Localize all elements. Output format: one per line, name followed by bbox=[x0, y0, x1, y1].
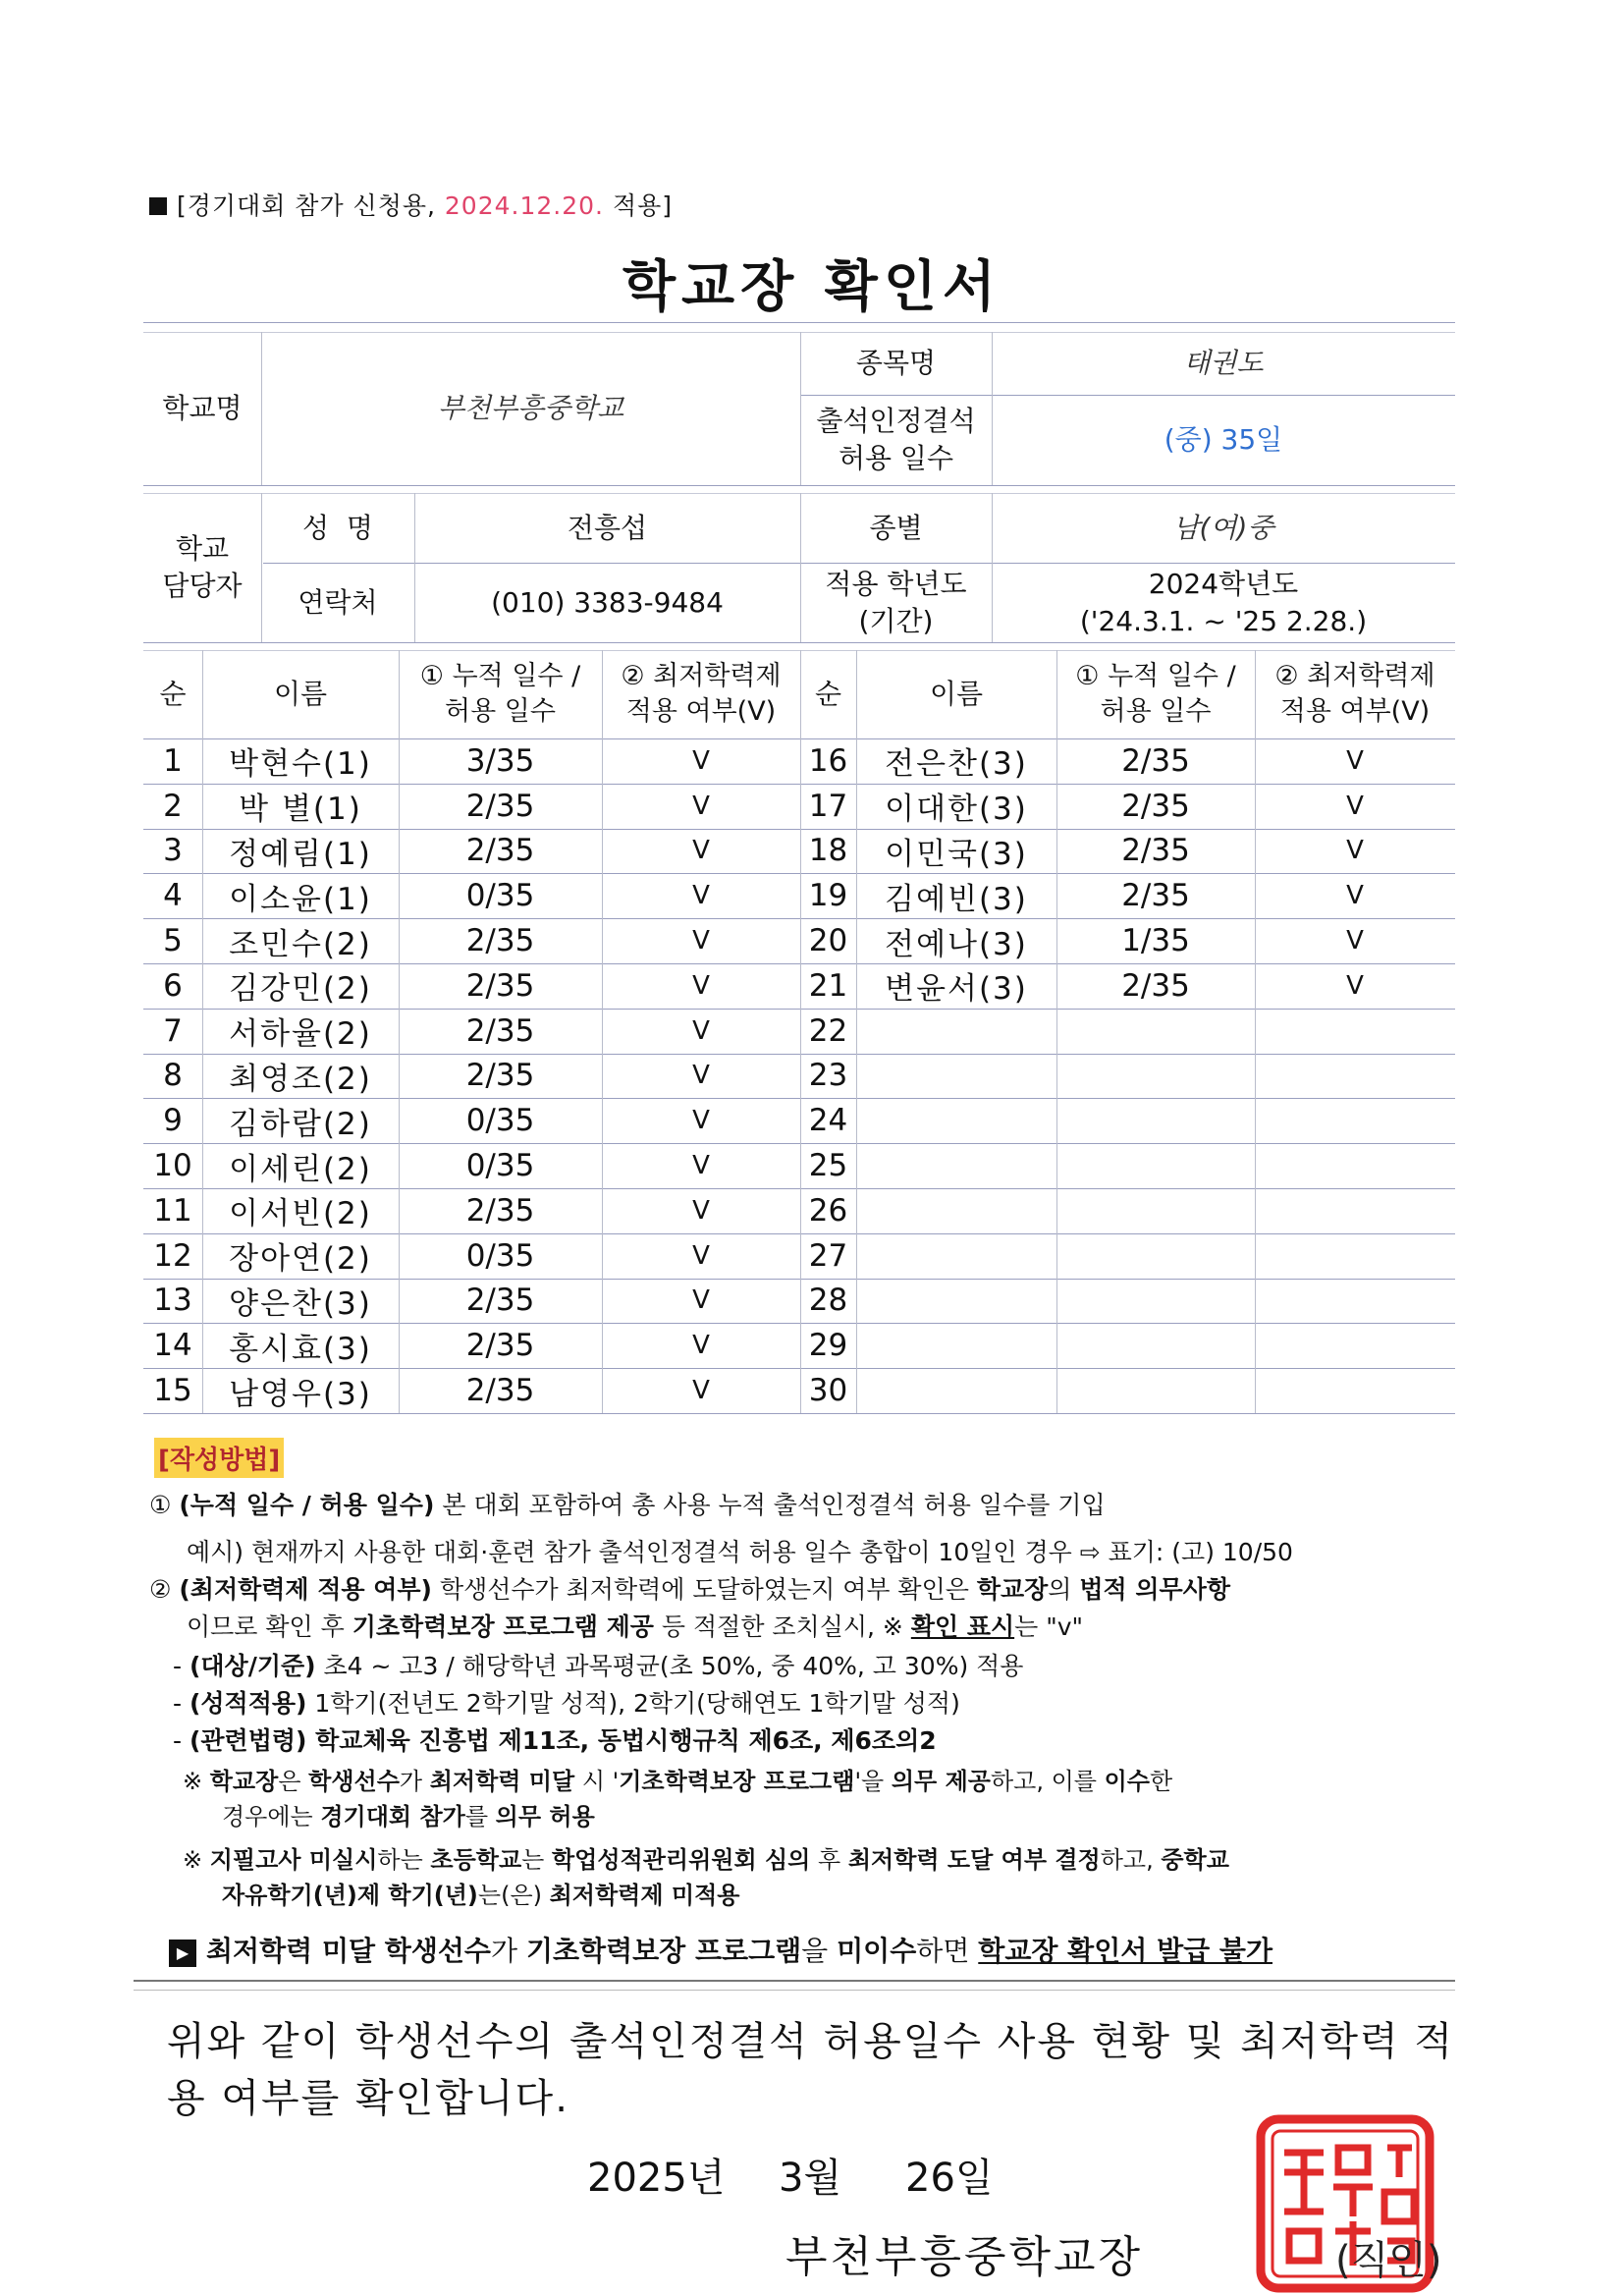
header-check-right: ② 최저학력제 적용 여부(V) bbox=[1274, 660, 1435, 727]
left-row-no: 13 bbox=[153, 1283, 192, 1319]
right-row-check: V bbox=[1346, 926, 1364, 956]
right-row-no: 25 bbox=[808, 1148, 848, 1184]
right-row-check: V bbox=[1346, 970, 1364, 1001]
sport-value: 태권도 bbox=[1183, 347, 1264, 380]
left-row-no: 6 bbox=[163, 967, 183, 1004]
right-row-no: 19 bbox=[808, 878, 848, 914]
left-row-check: V bbox=[692, 1195, 710, 1226]
year-value: 2024학년도 ('24.3.1. ~ '25 2.28.) bbox=[1079, 567, 1368, 637]
left-row-days: 2/35 bbox=[465, 967, 535, 1004]
left-row-check: V bbox=[692, 1061, 710, 1091]
gender-label: 종별 bbox=[869, 511, 923, 544]
header-note-prefix: [경기대회 참가 신청용, bbox=[177, 191, 445, 220]
right-row-name bbox=[856, 1188, 1056, 1233]
guide-line: 예시) 현재까지 사용한 대회·훈련 참가 출석인정결석 허용 일수 총합이 10일인 경우 ⇨ 표기: (고) 10/50 bbox=[187, 1538, 1293, 1566]
guide-warning: ▶ 최저학력 미달 학생선수가 기초학력보장 프로그램을 미이수하면 학교장 확인서 발급 불가 bbox=[169, 1935, 1272, 1968]
left-row-check: V bbox=[692, 1240, 710, 1271]
left-row-no: 10 bbox=[153, 1148, 192, 1184]
right-row-days bbox=[1056, 1233, 1255, 1279]
right-row-check: V bbox=[1346, 836, 1364, 866]
right-row-days: 2/35 bbox=[1121, 967, 1190, 1004]
header-no-left: 순 bbox=[159, 678, 187, 711]
left-row-no: 11 bbox=[153, 1192, 192, 1229]
left-row-days: 2/35 bbox=[465, 1283, 535, 1319]
header-name-right: 이름 bbox=[929, 678, 984, 711]
right-row-check bbox=[1255, 1233, 1455, 1279]
right-row-check bbox=[1255, 1054, 1455, 1099]
sport-label: 종목명 bbox=[855, 347, 937, 380]
header-name-left: 이름 bbox=[273, 678, 328, 711]
left-row-name: 최영조(2) bbox=[229, 1061, 372, 1097]
name-value: 전흥섭 bbox=[567, 511, 648, 544]
right-row-no: 24 bbox=[808, 1103, 848, 1139]
left-row-days: 3/35 bbox=[465, 742, 535, 779]
year-label: 적용 학년도 (기간) bbox=[825, 567, 967, 637]
left-row-check: V bbox=[692, 1015, 710, 1046]
header-note-suffix: 적용] bbox=[604, 191, 674, 220]
left-row-no: 9 bbox=[163, 1103, 183, 1139]
guide-line: - (대상/기준) 초4 ~ 고3 / 해당학년 과목평균(초 50%, 중 40%, 고 30%) 적용 bbox=[173, 1652, 1024, 1680]
right-row-no: 17 bbox=[808, 788, 848, 824]
left-row-days: 2/35 bbox=[465, 923, 535, 959]
left-row-name: 이소윤(1) bbox=[229, 881, 372, 917]
right-row-name bbox=[856, 1279, 1056, 1324]
right-row-no: 29 bbox=[808, 1328, 848, 1364]
right-row-days bbox=[1056, 1143, 1255, 1188]
header-days-right: ① 누적 일수 / 허용 일수 bbox=[1075, 660, 1236, 727]
right-row-days bbox=[1056, 1188, 1255, 1233]
right-row-no: 28 bbox=[808, 1283, 848, 1319]
right-row-check bbox=[1255, 1098, 1455, 1143]
header-days-left: ① 누적 일수 / 허용 일수 bbox=[419, 660, 581, 727]
left-row-no: 5 bbox=[163, 923, 183, 959]
right-row-check bbox=[1255, 1009, 1455, 1054]
right-row-name bbox=[856, 1233, 1056, 1279]
left-row-name: 서하율(2) bbox=[229, 1016, 372, 1053]
left-row-name: 조민수(2) bbox=[229, 926, 372, 962]
header-check-left: ② 최저학력제 적용 여부(V) bbox=[621, 660, 782, 727]
left-row-days: 2/35 bbox=[465, 788, 535, 824]
left-row-check: V bbox=[692, 1151, 710, 1181]
right-row-name: 김예빈(3) bbox=[885, 881, 1028, 917]
left-row-days: 2/35 bbox=[465, 1192, 535, 1229]
right-row-name: 전은찬(3) bbox=[885, 746, 1028, 783]
left-row-days: 0/35 bbox=[465, 1237, 535, 1274]
right-row-days bbox=[1056, 1054, 1255, 1099]
right-row-check bbox=[1255, 1323, 1455, 1368]
left-row-name: 홍시효(3) bbox=[229, 1331, 372, 1367]
right-row-name: 전예나(3) bbox=[885, 926, 1028, 962]
right-row-days: 1/35 bbox=[1121, 923, 1190, 959]
left-row-name: 박 별(1) bbox=[239, 792, 362, 828]
contact-label: 연락처 bbox=[298, 585, 378, 619]
guide-line: 이므로 확인 후 기초학력보장 프로그램 제공 등 적절한 조치실시, ※ 확인 표시는 "v" bbox=[187, 1612, 1084, 1641]
left-row-check: V bbox=[692, 1285, 710, 1316]
signer-name: 부천부흥중학교장 bbox=[785, 2232, 1144, 2282]
right-row-check: V bbox=[1346, 791, 1364, 821]
left-row-no: 14 bbox=[153, 1328, 192, 1364]
gender-value: 남(여)중 bbox=[1172, 511, 1274, 544]
left-row-name: 장아연(2) bbox=[229, 1241, 372, 1278]
school-value: 부천부흥중학교 bbox=[437, 392, 624, 425]
right-row-check bbox=[1255, 1143, 1455, 1188]
left-row-days: 2/35 bbox=[465, 1328, 535, 1364]
right-row-check bbox=[1255, 1279, 1455, 1324]
left-row-check: V bbox=[692, 881, 710, 911]
right-row-days: 2/35 bbox=[1121, 878, 1190, 914]
left-row-no: 4 bbox=[163, 878, 183, 914]
left-row-check: V bbox=[692, 791, 710, 821]
right-row-days: 2/35 bbox=[1121, 788, 1190, 824]
rule bbox=[143, 485, 1455, 486]
right-row-name bbox=[856, 1323, 1056, 1368]
date-month: 3월 bbox=[779, 2156, 842, 2201]
warning-box-icon: ▶ bbox=[169, 1940, 196, 1967]
right-row-days: 2/35 bbox=[1121, 833, 1190, 869]
guide-line: ① (누적 일수 / 허용 일수) 본 대회 포함하여 총 사용 누적 출석인정결석 허용 일수를 기입 bbox=[149, 1491, 1106, 1519]
date-day: 26일 bbox=[905, 2156, 994, 2201]
left-row-days: 2/35 bbox=[465, 1373, 535, 1409]
seal-mark-label: (직인) bbox=[1335, 2238, 1442, 2283]
left-row-check: V bbox=[692, 1376, 710, 1406]
school-label: 학교명 bbox=[162, 392, 243, 425]
right-row-check: V bbox=[1346, 745, 1364, 776]
guide-line: - (관련법령) 학교체육 진흥법 제11조, 동법시행규칙 제6조, 제6조의2 bbox=[173, 1726, 937, 1755]
left-row-days: 0/35 bbox=[465, 1103, 535, 1139]
allow-value: (중) 35일 bbox=[1164, 423, 1283, 457]
right-row-no: 18 bbox=[808, 833, 848, 869]
left-row-name: 김하람(2) bbox=[229, 1106, 372, 1142]
rule bbox=[134, 1980, 1455, 1982]
right-row-name bbox=[856, 1009, 1056, 1054]
table-top-rule bbox=[143, 322, 1455, 323]
left-row-name: 박현수(1) bbox=[229, 746, 372, 783]
left-row-name: 정예림(1) bbox=[229, 836, 372, 872]
left-row-no: 12 bbox=[153, 1237, 192, 1274]
guide-line: ② (최저학력제 적용 여부) 학생선수가 최저학력에 도달하였는지 여부 확인은 학교장의 법적 의무사항 bbox=[149, 1575, 1231, 1604]
right-row-check bbox=[1255, 1188, 1455, 1233]
left-row-check: V bbox=[692, 745, 710, 776]
right-row-no: 21 bbox=[808, 967, 848, 1004]
left-row-days: 0/35 bbox=[465, 1148, 535, 1184]
document-title: 학교장 확인서 bbox=[622, 255, 1002, 319]
guide-line: 경우에는 경기대회 참가를 의무 허용 bbox=[222, 1803, 595, 1831]
guide-line: 자유학기(년)제 학기(년)는(은) 최저학력제 미적용 bbox=[222, 1882, 740, 1909]
allow-label: 출석인정결석 허용 일수 bbox=[816, 405, 976, 474]
right-row-name: 이민국(3) bbox=[885, 836, 1028, 872]
left-row-days: 2/35 bbox=[465, 833, 535, 869]
header-note bbox=[149, 187, 673, 222]
name-label: 성 명 bbox=[302, 511, 373, 544]
left-row-no: 15 bbox=[153, 1373, 192, 1409]
right-row-no: 27 bbox=[808, 1237, 848, 1274]
right-row-no: 23 bbox=[808, 1058, 848, 1094]
guide-title: [작성방법] bbox=[154, 1438, 284, 1478]
left-row-days: 0/35 bbox=[465, 878, 535, 914]
right-row-name bbox=[856, 1143, 1056, 1188]
header-no-right: 순 bbox=[814, 678, 842, 711]
left-row-check: V bbox=[692, 970, 710, 1001]
guide-line: - (성적적용) 1학기(전년도 2학기말 성적), 2학기(당해연도 1학기말 성적) bbox=[173, 1689, 960, 1718]
left-row-name: 김강민(2) bbox=[229, 971, 372, 1008]
right-row-no: 30 bbox=[808, 1373, 848, 1409]
left-row-no: 2 bbox=[163, 788, 183, 824]
left-row-no: 1 bbox=[163, 742, 183, 779]
left-row-check: V bbox=[692, 1106, 710, 1136]
right-row-check bbox=[1255, 1368, 1455, 1413]
right-row-name: 변윤서(3) bbox=[885, 971, 1028, 1008]
right-row-name: 이대한(3) bbox=[885, 792, 1028, 828]
confirm-statement: 위와 같이 학생선수의 출석인정결석 허용일수 사용 현황 및 최저학력 적용 여부를 확인합니다. bbox=[167, 2019, 1454, 2121]
left-row-check: V bbox=[692, 836, 710, 866]
left-row-no: 8 bbox=[163, 1058, 183, 1094]
right-row-no: 26 bbox=[808, 1192, 848, 1229]
right-row-no: 22 bbox=[808, 1012, 848, 1049]
contact-value: (010) 3383-9484 bbox=[491, 585, 724, 619]
guide-line: ※ 학교장은 학생선수가 최저학력 미달 시 '기초학력보장 프로그램'을 의무 제공하고, 이를 이수한 bbox=[183, 1768, 1173, 1795]
date-year: 2025년 bbox=[587, 2156, 726, 2201]
left-row-days: 2/35 bbox=[465, 1058, 535, 1094]
right-row-name bbox=[856, 1054, 1056, 1099]
left-row-check: V bbox=[692, 1331, 710, 1361]
right-row-days: 2/35 bbox=[1121, 742, 1190, 779]
left-row-no: 7 bbox=[163, 1012, 183, 1049]
right-row-check: V bbox=[1346, 881, 1364, 911]
square-bullet-icon bbox=[149, 197, 167, 215]
right-row-no: 16 bbox=[808, 742, 848, 779]
left-row-check: V bbox=[692, 926, 710, 956]
rule bbox=[143, 642, 1455, 643]
guide-line: ※ 지필고사 미실시하는 초등학교는 학업성적관리위원회 심의 후 최저학력 도달 여부 결정하고, 중학교 bbox=[183, 1846, 1229, 1874]
right-row-days bbox=[1056, 1098, 1255, 1143]
right-row-name bbox=[856, 1098, 1056, 1143]
left-row-name: 이서빈(2) bbox=[229, 1196, 372, 1232]
right-row-days bbox=[1056, 1368, 1255, 1413]
right-row-name bbox=[856, 1368, 1056, 1413]
left-row-no: 3 bbox=[163, 833, 183, 869]
right-row-days bbox=[1056, 1279, 1255, 1324]
left-row-days: 2/35 bbox=[465, 1012, 535, 1049]
right-row-days bbox=[1056, 1009, 1255, 1054]
row-rule bbox=[143, 1413, 1455, 1414]
header-note-date: 2024.12.20. bbox=[444, 191, 604, 220]
left-row-name: 남영우(3) bbox=[229, 1376, 372, 1412]
left-row-name: 양은찬(3) bbox=[229, 1285, 372, 1322]
left-row-name: 이세린(2) bbox=[229, 1151, 372, 1187]
right-row-days bbox=[1056, 1323, 1255, 1368]
manager-label: 학교 담당자 bbox=[162, 532, 243, 602]
right-row-no: 20 bbox=[808, 923, 848, 959]
rule bbox=[134, 1990, 1455, 1991]
